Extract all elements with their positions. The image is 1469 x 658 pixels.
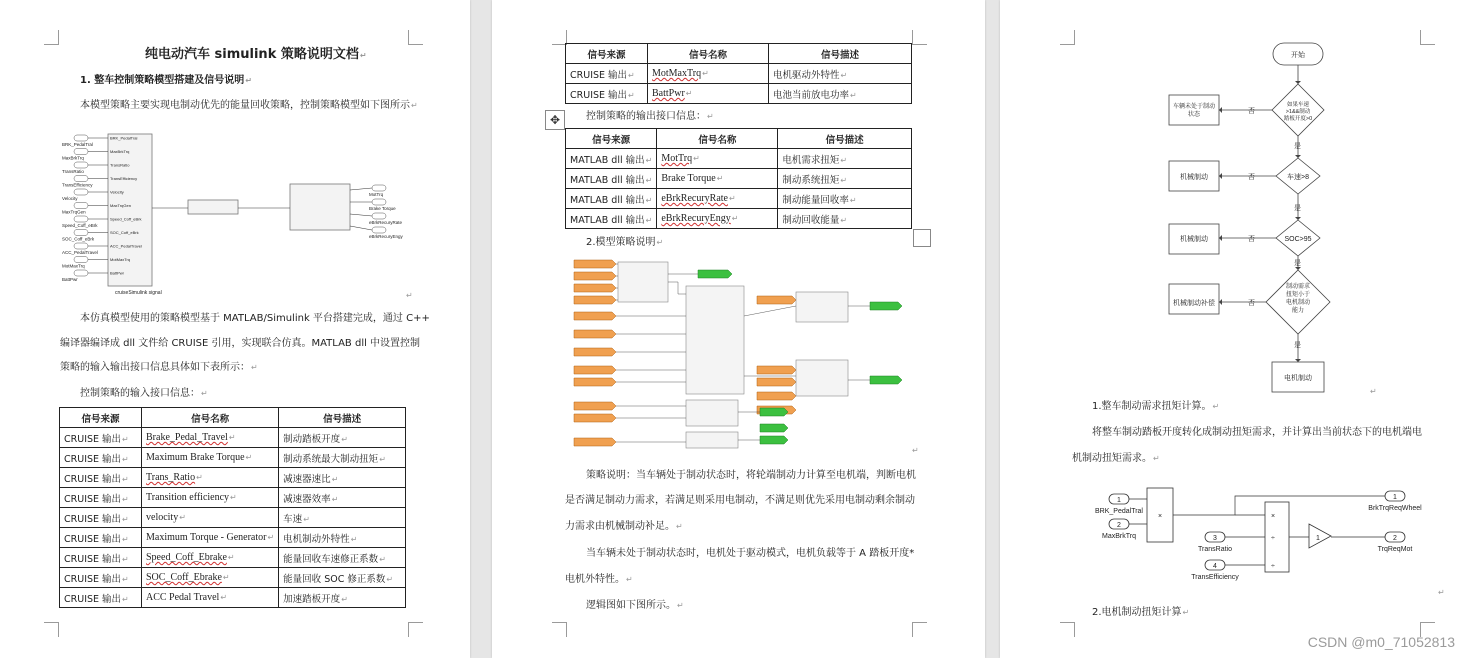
table-row bbox=[566, 209, 912, 229]
flow-no-label: 否 bbox=[1248, 300, 1255, 307]
paragraph-mark: ↵ bbox=[1438, 588, 1445, 597]
table-cell: CRUISE 输出↵ bbox=[60, 448, 142, 468]
table-cell: MATLAB dll 输出↵ bbox=[566, 149, 657, 169]
product-block-symbol: × bbox=[1271, 513, 1276, 520]
model-inport-label: BRK_PedalTral bbox=[62, 142, 93, 147]
model-inport-label: BattPwr bbox=[62, 277, 78, 282]
paragraph: 本模型策略主要实现电制动优先的能量回收策略，控制策略模型如下图所示↵ bbox=[80, 100, 418, 111]
model-inport bbox=[74, 216, 88, 222]
paragraph-mark: ↵ bbox=[1370, 387, 1377, 396]
margin-corner-mark bbox=[44, 30, 59, 45]
section-heading: 2.模型策略说明↵ bbox=[586, 237, 664, 248]
table-cell: Maximum Torque - Generator↵ bbox=[142, 528, 279, 548]
table-cell: 电机需求扭矩↵ bbox=[778, 149, 912, 169]
watermark: CSDN @m0_71052813 bbox=[1307, 634, 1455, 650]
table-header-cell: 信号描述 bbox=[279, 408, 406, 428]
table-cell: Trans_Ratio↵ bbox=[142, 468, 279, 488]
model-outport bbox=[372, 213, 386, 219]
product-block-symbol: × bbox=[1157, 513, 1163, 520]
table-caption: 控制策略的输出接口信息：↵ bbox=[586, 111, 714, 122]
inport-label: TransEfficiency bbox=[1191, 574, 1239, 581]
table-cell: Transition efficiency↵ bbox=[142, 488, 279, 508]
model-outport-label: eBrkRecuryRate bbox=[369, 220, 403, 225]
table-row bbox=[566, 64, 912, 84]
inport-label: TransRatio bbox=[1198, 546, 1232, 553]
model-outport-label: MotTrq bbox=[369, 192, 384, 197]
paragraph: 机制动扭矩需求。↵ bbox=[1072, 453, 1160, 464]
strategy-model-diagram bbox=[572, 256, 912, 456]
model-outport bbox=[372, 227, 386, 233]
flow-no-label: 否 bbox=[1248, 108, 1255, 115]
table-cell: 电机制动外特性↵ bbox=[279, 528, 406, 548]
model-inport-label: SOC_Coff_eBrk bbox=[62, 236, 95, 242]
table-cell: BattPwr↵ bbox=[648, 84, 769, 104]
flow-condition-soc: SOC>95 bbox=[1284, 236, 1312, 243]
table-cell: MotTrq↵ bbox=[657, 149, 778, 169]
paragraph: 策略的输入输出接口信息具体如下表所示：↵ bbox=[60, 362, 258, 373]
model-inport bbox=[74, 257, 88, 263]
margin-corner-mark bbox=[44, 622, 59, 637]
flow-start-label: 开始 bbox=[1291, 52, 1305, 59]
table-header-cell: 信号来源 bbox=[60, 408, 142, 428]
document-page-1 bbox=[0, 0, 470, 658]
table-row bbox=[60, 548, 406, 568]
table-cell: 制动系统最大制动扭矩↵ bbox=[279, 448, 406, 468]
model-block-port-label: TransEfficiency bbox=[110, 176, 138, 181]
margin-corner-mark bbox=[912, 30, 927, 45]
outport-label: BrkTrqReqWheel bbox=[1368, 505, 1422, 512]
table-header-cell: 信号名称 bbox=[142, 408, 279, 428]
table-cell: eBrkRecuryEngy↵ bbox=[657, 209, 778, 229]
flow-condition-vehicle-braking: 如果车速>1&&制动踏板开度>0 bbox=[1283, 102, 1313, 122]
paragraph-mark: ↵ bbox=[406, 291, 413, 300]
table-row bbox=[566, 169, 912, 189]
section-heading: 1.整车制动需求扭矩计算。↵ bbox=[1092, 401, 1220, 412]
model-inport bbox=[74, 135, 88, 141]
model-block-port-label: ACC_PedalTravel bbox=[110, 243, 142, 249]
model-outport bbox=[372, 199, 386, 205]
flow-yes-label: 是 bbox=[1294, 143, 1301, 150]
paragraph-mark: ↵ bbox=[912, 446, 919, 455]
model-block-port-label: MotMaxTrq bbox=[110, 257, 131, 262]
flow-result-mech-brake: 机械制动 bbox=[1180, 236, 1208, 243]
input-signal-table-continued bbox=[565, 43, 912, 104]
model-block-port-label: BRK_PedalTral bbox=[110, 135, 138, 141]
outport-number: 1 bbox=[1393, 494, 1397, 501]
table-cell: CRUISE 输出↵ bbox=[60, 568, 142, 588]
flow-yes-label: 是 bbox=[1294, 205, 1301, 212]
inport-number: 1 bbox=[1117, 497, 1121, 504]
table-cell: 电机驱动外特性↵ bbox=[769, 64, 912, 84]
flow-condition-speed: 车速>8 bbox=[1287, 174, 1309, 181]
table-cell: 减速器速比↵ bbox=[279, 468, 406, 488]
table-header-cell: 信号描述 bbox=[778, 129, 912, 149]
table-header-cell: 信号来源 bbox=[566, 129, 657, 149]
table-cell: 能量回收车速修正系数↵ bbox=[279, 548, 406, 568]
section-heading: 1. 整车控制策略模型搭建及信号说明↵ bbox=[80, 75, 252, 86]
table-cell: MATLAB dll 输出↵ bbox=[566, 189, 657, 209]
model-block-port-label: MaxTrqGen bbox=[110, 203, 131, 208]
table-cell: CRUISE 输出↵ bbox=[60, 528, 142, 548]
model-inport bbox=[74, 162, 88, 168]
model-inport-label: Speed_Coff_eBrk bbox=[62, 223, 98, 228]
table-row bbox=[60, 588, 406, 608]
table-cell: Brake Torque↵ bbox=[657, 169, 778, 189]
model-inport bbox=[74, 230, 88, 236]
table-cell: 制动踏板开度↵ bbox=[279, 428, 406, 448]
table-cell: 能量回收 SOC 修正系数↵ bbox=[279, 568, 406, 588]
model-block-port-label: TransRatio bbox=[110, 162, 130, 168]
table-row bbox=[60, 528, 406, 548]
inport-label: MaxBrkTrq bbox=[1102, 533, 1136, 540]
model-inport bbox=[74, 270, 88, 276]
document-title: 纯电动汽车 simulink 策略说明文档↵ bbox=[145, 47, 367, 62]
margin-corner-mark bbox=[1060, 622, 1075, 637]
table-row bbox=[60, 428, 406, 448]
flow-no-label: 否 bbox=[1248, 174, 1255, 181]
model-block-label: cruiseSimulink signal bbox=[115, 290, 162, 296]
paragraph: 将整车制动踏板开度转化成制动扭矩需求，并计算出当前状态下的电机端电 bbox=[1092, 427, 1422, 438]
model-inport-label: MotMaxTrq bbox=[62, 263, 85, 269]
table-cell: CRUISE 输出↵ bbox=[60, 588, 142, 608]
table-row bbox=[566, 84, 912, 104]
table-cell: velocity↵ bbox=[142, 508, 279, 528]
table-cell: CRUISE 输出↵ bbox=[60, 428, 142, 448]
table-cell: Speed_Coff_Ebrake↵ bbox=[142, 548, 279, 568]
flow-end-motor-brake: 电机制动 bbox=[1284, 375, 1312, 382]
inport-number: 2 bbox=[1117, 522, 1121, 529]
inport-label: BRK_PedalTral bbox=[1095, 508, 1143, 515]
paragraph: 策略说明：当车辆处于制动状态时，将轮端制动力计算至电机端，判断电机 bbox=[586, 470, 916, 481]
flow-yes-label: 是 bbox=[1294, 260, 1301, 267]
inport-number: 4 bbox=[1213, 563, 1217, 570]
table-header-cell: 信号名称 bbox=[657, 129, 778, 149]
table-header-row bbox=[566, 44, 912, 64]
model-inport bbox=[74, 149, 88, 155]
table-move-handle-icon[interactable]: ✥ bbox=[545, 110, 565, 130]
model-outport bbox=[372, 185, 386, 191]
model-block-port-label: BattPwr bbox=[110, 270, 125, 276]
paragraph: 电机外特性。↵ bbox=[565, 574, 633, 585]
table-cell: CRUISE 输出↵ bbox=[566, 84, 648, 104]
margin-corner-mark bbox=[552, 622, 567, 637]
document-page-2 bbox=[492, 0, 985, 658]
model-inport bbox=[74, 203, 88, 209]
braking-logic-flowchart bbox=[1160, 40, 1360, 396]
margin-corner-mark bbox=[408, 30, 423, 45]
model-inport-label: MaxBrkTrq bbox=[62, 155, 84, 161]
table-header-row bbox=[60, 408, 406, 428]
table-cell: eBrkRecuryRate↵ bbox=[657, 189, 778, 209]
table-cell: CRUISE 输出↵ bbox=[60, 488, 142, 508]
table-header-cell: 信号名称 bbox=[648, 44, 769, 64]
paragraph: 逻辑图如下图所示。↵ bbox=[586, 600, 684, 611]
table-cell: MATLAB dll 输出↵ bbox=[566, 209, 657, 229]
outport-label: TrqReqMot bbox=[1377, 546, 1413, 553]
control-strategy-model-diagram bbox=[60, 128, 420, 298]
model-inport-label: ACC_PedalTravel bbox=[62, 250, 98, 255]
table-row bbox=[60, 508, 406, 528]
table-cell: 减速器效率↵ bbox=[279, 488, 406, 508]
table-header-cell: 信号来源 bbox=[566, 44, 648, 64]
paragraph: 力需求由机械制动补足。↵ bbox=[565, 521, 683, 532]
paragraph: 编译器编译成 dll 文件给 CRUISE 引用，实现联合仿真。MATLAB dll 中设置控制 bbox=[60, 338, 421, 349]
table-row bbox=[60, 488, 406, 508]
table-cell: MATLAB dll 输出↵ bbox=[566, 169, 657, 189]
table-row bbox=[60, 568, 406, 588]
gain-block-value: 1 bbox=[1316, 535, 1320, 542]
flow-result-mech-brake: 机械制动 bbox=[1180, 174, 1208, 181]
table-header-row bbox=[566, 129, 912, 149]
table-cell: CRUISE 输出↵ bbox=[566, 64, 648, 84]
paragraph: 本仿真模型使用的策略模型基于 MATLAB/Simulink 平台搭建完成，通过 C++ bbox=[80, 313, 430, 324]
table-cell: 制动能量回收率↵ bbox=[778, 189, 912, 209]
table-row bbox=[60, 448, 406, 468]
table-cell: CRUISE 输出↵ bbox=[60, 508, 142, 528]
table-cell: Brake_Pedal_Travel↵ bbox=[142, 428, 279, 448]
table-cell: CRUISE 输出↵ bbox=[60, 548, 142, 568]
table-cell: 制动系统扭矩↵ bbox=[778, 169, 912, 189]
table-cell: MotMaxTrq↵ bbox=[648, 64, 769, 84]
table-caption: 控制策略的输入接口信息：↵ bbox=[80, 388, 208, 399]
table-resize-handle[interactable] bbox=[913, 229, 931, 247]
table-cell: 车速↵ bbox=[279, 508, 406, 528]
table-cell: 加速踏板开度↵ bbox=[279, 588, 406, 608]
flow-result-not-braking: 车辆未处于制动状态 bbox=[1172, 104, 1216, 118]
paragraph: 当车辆未处于制动状态时，电机处于驱动模式，电机负载等于 A 踏板开度* bbox=[586, 548, 915, 559]
margin-corner-mark bbox=[408, 622, 423, 637]
model-inport-label: TransEfficiency bbox=[62, 182, 93, 188]
inport-number: 3 bbox=[1213, 535, 1217, 542]
margin-corner-mark bbox=[1060, 30, 1075, 45]
flow-yes-label: 是 bbox=[1294, 342, 1301, 349]
brake-torque-calc-diagram bbox=[1095, 482, 1425, 594]
table-cell: Maximum Brake Torque↵ bbox=[142, 448, 279, 468]
model-inport bbox=[74, 243, 88, 249]
input-signal-table bbox=[59, 407, 406, 608]
table-row bbox=[566, 149, 912, 169]
model-inport-label: TransRatio bbox=[62, 169, 84, 174]
paragraph: 是否满足制动力需求，若满足则采用电制动，不满足则优先采用电制动剩余制动 bbox=[565, 495, 915, 506]
model-inport bbox=[74, 176, 88, 182]
flow-condition-torque: 制动需求扭矩小于电机制动能力 bbox=[1285, 284, 1311, 314]
table-cell: 制动回收能量↵ bbox=[778, 209, 912, 229]
model-inport-label: MaxTrqGen bbox=[62, 209, 86, 215]
product-block-symbol: ÷ bbox=[1271, 535, 1275, 542]
model-outport-label: Brake Torque bbox=[369, 206, 396, 211]
margin-corner-mark bbox=[1420, 30, 1435, 45]
model-block-port-label: Velocity bbox=[110, 189, 124, 195]
table-row bbox=[566, 189, 912, 209]
model-block-port-label: MaxBrkTrq bbox=[110, 149, 130, 154]
model-block-port-label: Speed_Coff_eBrk bbox=[110, 216, 142, 222]
table-cell: ACC Pedal Travel↵ bbox=[142, 588, 279, 608]
margin-corner-mark bbox=[912, 622, 927, 637]
outport-number: 2 bbox=[1393, 535, 1397, 542]
flow-no-label: 否 bbox=[1248, 236, 1255, 243]
output-signal-table bbox=[565, 128, 912, 229]
model-outport-label: eBrkRecuryEngy bbox=[369, 234, 403, 239]
table-header-cell: 信号描述 bbox=[769, 44, 912, 64]
document-page-3 bbox=[1000, 0, 1469, 658]
model-inport bbox=[74, 189, 88, 195]
flow-result-mech-compensation: 机械制动补偿 bbox=[1173, 300, 1215, 307]
section-heading: 2.电机制动扭矩计算↵ bbox=[1092, 607, 1190, 618]
table-row bbox=[60, 468, 406, 488]
model-inport-label: Velocity bbox=[62, 196, 78, 201]
product-block-symbol: ÷ bbox=[1271, 563, 1275, 570]
model-block-port-label: SOC_Coff_eBrk bbox=[110, 230, 139, 235]
table-cell: CRUISE 输出↵ bbox=[60, 468, 142, 488]
table-cell: 电池当前放电功率↵ bbox=[769, 84, 912, 104]
table-cell: SOC_Coff_Ebrake↵ bbox=[142, 568, 279, 588]
